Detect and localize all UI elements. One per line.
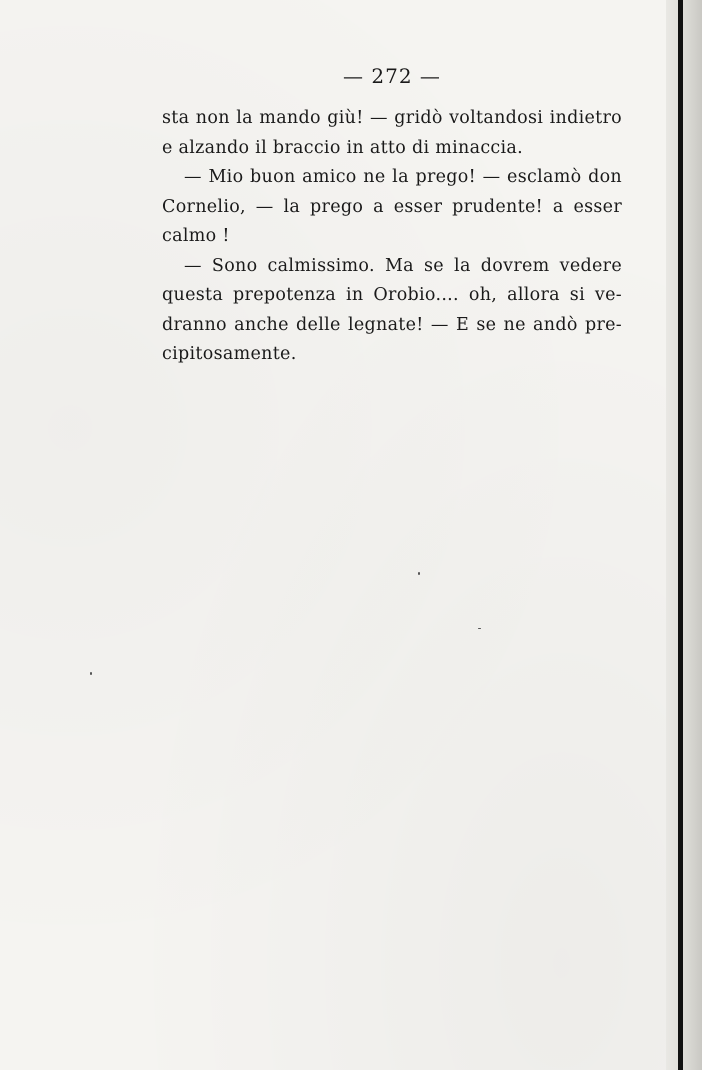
body-text bbox=[162, 104, 622, 370]
text-line: calmo ! bbox=[162, 226, 230, 246]
paper-speck bbox=[90, 672, 92, 675]
page-edge-shadow bbox=[666, 0, 702, 1070]
page-number-header: — 272 — bbox=[343, 64, 441, 88]
paper-speck bbox=[478, 628, 481, 629]
text-line: Cornelio, — la prego a esser prudente! a esser bbox=[162, 196, 622, 217]
text-line: e alzando il braccio in atto di minaccia. bbox=[162, 137, 524, 158]
text-line: — Mio buon amico ne la prego! — esclamò don bbox=[184, 167, 622, 187]
paper-speck bbox=[418, 572, 420, 575]
text-line: — Sono calmissimo. Ma se la dovrem vedere bbox=[184, 255, 622, 276]
text-line: questa prepotenza in Orobio.... oh, allora si ve- bbox=[162, 285, 622, 305]
text-line: cipitosamente. bbox=[162, 344, 297, 364]
text-line: sta non la mando giù! — gridò voltandosi indietro bbox=[162, 108, 622, 128]
text-line: dranno anche delle legnate! — E se ne andò pre- bbox=[162, 314, 622, 335]
binding-edge bbox=[678, 0, 683, 1070]
